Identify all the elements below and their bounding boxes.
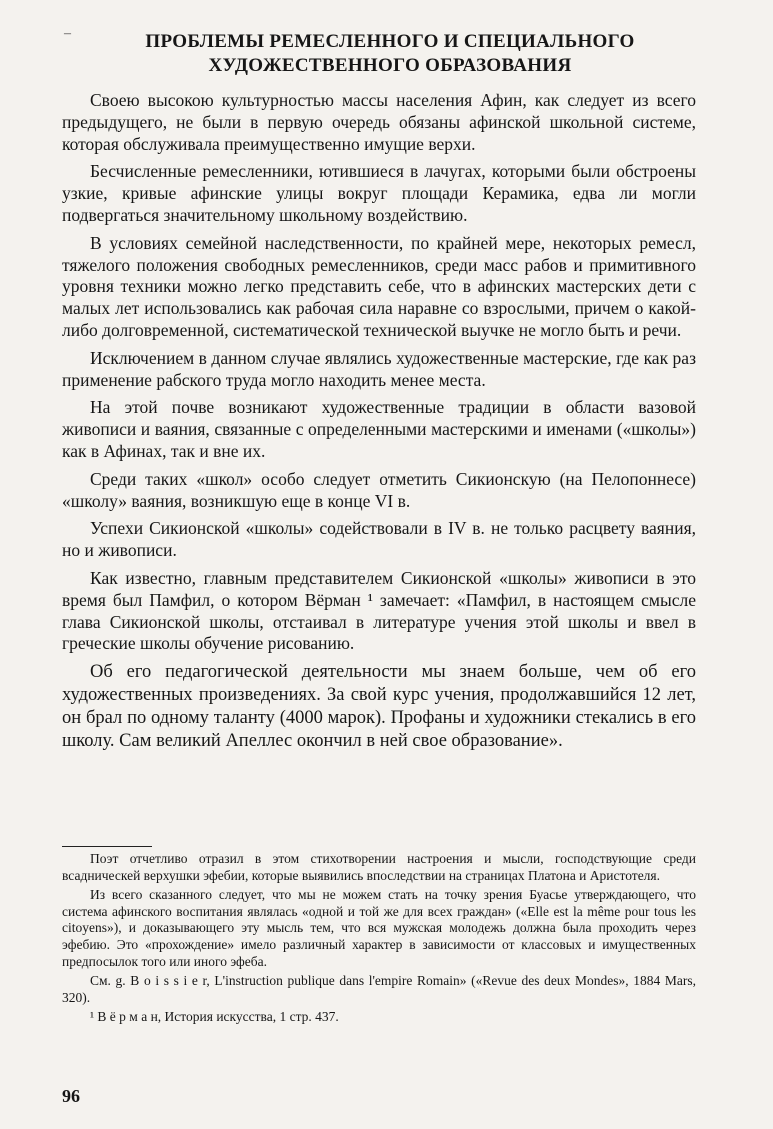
footnote-separator [62,846,152,847]
paragraph: Как известно, главным представителем Сикионской «школы» живописи в это время был Памфил, о котором Вёрман ¹ замечает: «Памфил, в настоящем смысле глава Сикионской школы, отстаивал в литературе учения этой школы и ввел в греческие школы обучение рисованию. [62,567,696,654]
paragraph: В условиях семейной наследственности, по крайней мере, некоторых ремесл, тяжелого положения свободных ремесленников, среди масс рабов и примитивного уровня техники можно легко представить себе, что в афинских мастерских дети с малых лет использовались как рабочая сила наравне со взрослыми, причем о какой-либо долговременной, систематической технической выучке не могло быть и речи. [62,232,696,340]
footnote: ¹ В ё р м а н, История искусства, 1 стр. 437. [90,1009,339,1025]
chapter-title-line-1: ПРОБЛЕМЫ РЕМЕСЛЕННОГО И СПЕЦИАЛЬНОГО [145,31,635,52]
footnotes [62,851,696,1029]
paragraph: На этой почве возникают художественные традиции в области вазовой живописи и ваяния, связанные с определенными мастерскими и именами («школы») как в Афинах, так и вне их. [62,397,696,461]
chapter-title-line-2: ХУДОЖЕСТВЕННОГО ОБРАЗОВАНИЯ [208,55,572,76]
paragraph: Успехи Сикионской «школы» содействовали в IV в. не только расцвету ваяния, но и живописи. [62,518,696,561]
paragraph: Бесчисленные ремесленники, ютившиеся в лачугах, которыми были обстроены узкие, кривые афинские улицы вокруг площади Керамика, едва ли могли подвергаться значительному школьному воздействию. [62,161,696,225]
paragraph: Своею высокою культурностью массы населения Афин, как следует из всего предыдущего, не были в первую очередь обязаны афинской школьной системе, которая обслуживала преимущественно имущие верхи. [62,90,696,154]
footnote: См. g. B o i s s i e r, L'instruction publique dans l'empire Romain» («Revue des deux Mondes», 1884 Mars, 320). [62,973,696,1005]
paragraph: Исключением в данном случае являлись художественные мастерские, где как раз применение рабского труда могло находить менее места. [62,347,696,390]
footnote: Из всего сказанного следует, что мы не можем стать на точку зрения Буасье утверждающего, что система афинского воспитания являлась «одной и той же для всех граждан» («Elle est la même pour tous les citoyens»), и доказывающего эту мысль тем, что вся мужская молодежь должна была проходить через эфебию. Это «прохождение» имело различный характер в зависимости от классовых и имущественных предпосылок того или иного эфеба. [62,887,696,969]
main-text [62,90,696,758]
footnote: Поэт отчетливо отразил в этом стихотворении настроения и мысли, господствующие среди всадническей верхушки эфебии, которые выявились впоследствии на страницах Платона и Аристотеля. [62,851,696,883]
paragraph: Об его педагогической деятельности мы знаем больше, чем об его художественных произведениях. За свой курс учения, продолжавшийся 12 лет, он брал по одному таланту (4000 марок). Профаны и художники стекались в его школу. Сам великий Апеллес окончил в ней свое образование». [62,662,696,751]
chapter-title [80,30,700,78]
corner-mark: – [64,26,71,41]
page-number: 96 [62,1086,80,1106]
paragraph: Среди таких «школ» особо следует отметить Сикионскую (на Пелопоннесе) «школу» ваяния, возникшую еще в конце VI в. [62,468,696,511]
